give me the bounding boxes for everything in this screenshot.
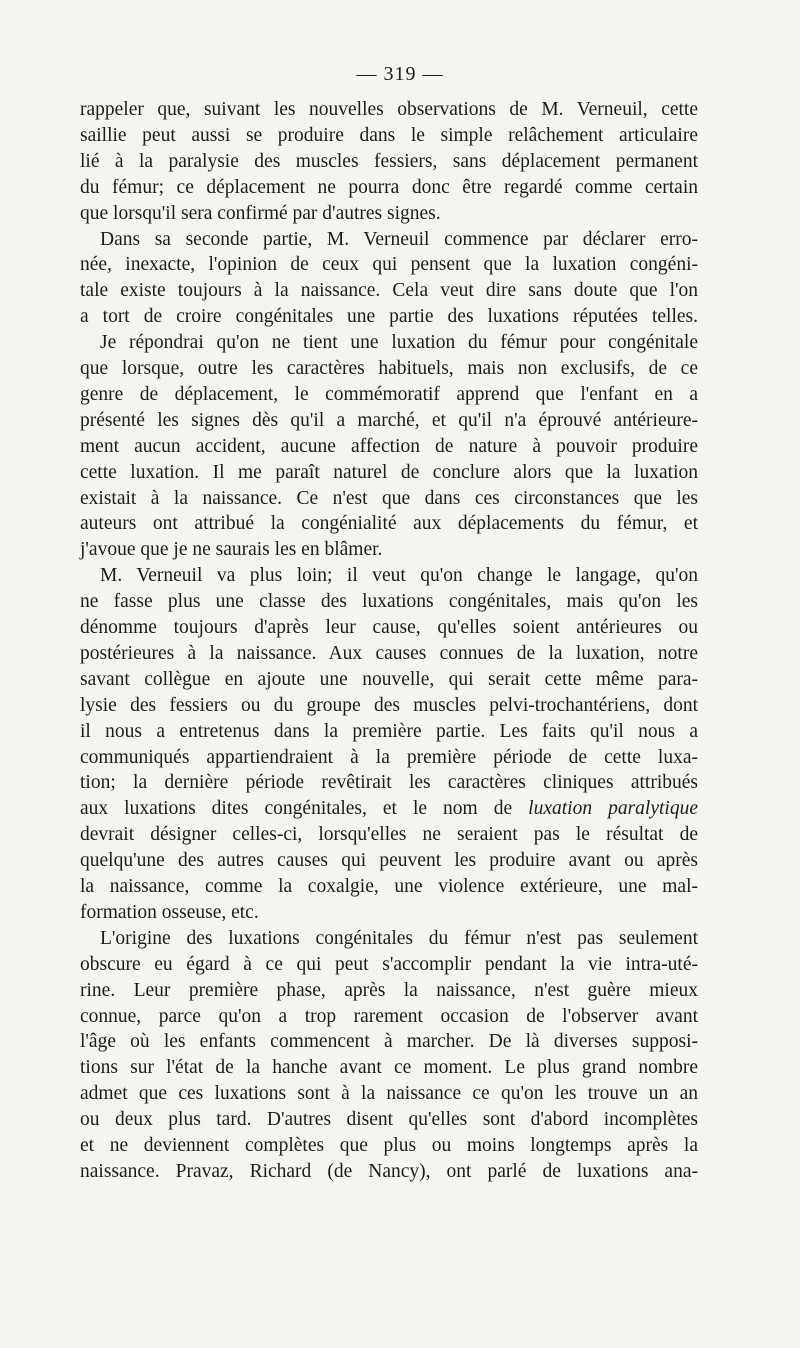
text-line (80, 511, 698, 537)
text-line (80, 745, 698, 771)
text-line (80, 408, 698, 434)
text-line (100, 563, 698, 589)
text-line (80, 486, 698, 512)
text-line (80, 641, 698, 667)
text-line (100, 227, 698, 253)
text-line (80, 149, 698, 175)
text-line (80, 796, 698, 822)
text-line-content: naissance. Pravaz, Richard (de Nancy), ont parlé de luxations ana- (80, 1160, 698, 1182)
text-line (80, 822, 698, 848)
page-number: — 319 — (356, 63, 444, 85)
text-line-content: quelqu'une des autres causes qui peuvent les produire avant ou après (80, 850, 698, 872)
text-line-content: obscure eu égard à ce qui peut s'accomplir pendant la vie intra-uté- (80, 953, 698, 975)
text-line-content: auteurs ont attribué la congénialité aux déplacements du fémur, et (80, 513, 698, 535)
text-line-content: formation osseuse, etc. (80, 901, 259, 923)
text-line (80, 770, 698, 796)
text-line (80, 952, 698, 978)
text-line-content: admet que ces luxations sont à la naissance ce qu'on les trouve un an (80, 1083, 698, 1105)
text-line-content: L'origine des luxations congénitales du fémur n'est pas seulement (100, 927, 698, 949)
text-line-content: ne fasse plus une classe des luxations congénitales, mais qu'on les (80, 591, 698, 613)
text-line (80, 1159, 698, 1185)
text-line (80, 123, 698, 149)
text-line (80, 900, 698, 926)
text-line-content: rappeler que, suivant les nouvelles observations de M. Verneuil, cette (80, 99, 698, 120)
text-line (80, 1081, 698, 1107)
text-line-content: Je répondrai qu'on ne tient une luxation du fémur pour congénitale (100, 332, 698, 354)
text-line (80, 356, 698, 382)
text-line (80, 719, 698, 745)
text-line (80, 382, 698, 408)
text-line-content: tale existe toujours à la naissance. Cela veut dire sans doute que l'on (80, 280, 698, 302)
text-line-content: dénomme toujours d'après leur cause, qu'elles soient antérieures ou (80, 617, 698, 638)
text-line (80, 175, 698, 201)
text-line-content: ment aucun accident, aucune affection de nature à pouvoir produire (80, 435, 698, 457)
text-line-content: saillie peut aussi se produire dans le simple relâchement articulaire (80, 124, 698, 146)
text-line (80, 304, 698, 330)
text-line-content: rine. Leur première phase, après la naissance, n'est guère mieux (80, 979, 698, 1001)
text-line-content: cette luxation. Il me paraît naturel de conclure alors que la luxation (80, 461, 698, 483)
text-line (80, 1055, 698, 1081)
text-line-content: devrait désigner celles-ci, lorsqu'elles ne seraient pas le résultat de (80, 824, 698, 846)
text-line-content: il nous a entretenus dans la première partie. Les faits qu'il nous a (80, 720, 698, 742)
text-line (80, 1029, 698, 1055)
text-line (80, 278, 698, 304)
text-line-content: la naissance, comme la coxalgie, une violence extérieure, une mal- (80, 876, 698, 897)
text-line-content: connue, parce qu'on a trop rarement occasion de l'observer avant (80, 1005, 698, 1027)
text-line-content: aux luxations dites congénitales, et le nom de (80, 798, 529, 820)
text-line (80, 537, 698, 563)
text-line (80, 1004, 698, 1030)
text-line-content: présenté les signes dès qu'il a marché, et qu'il n'a éprouvé antérieure- (80, 409, 698, 431)
text-line-content: tions sur l'état de la hanche avant ce moment. Le plus grand nombre (80, 1057, 698, 1079)
text-line (80, 667, 698, 693)
text-line-content: du fémur; ce déplacement ne pourra donc être regardé comme certain (80, 176, 698, 198)
text-line-content: que lorsqu'il sera confirmé par d'autres signes. (80, 202, 441, 224)
text-line-content: tion; la dernière période revêtirait les caractères cliniques attribués (80, 772, 698, 794)
text-line (100, 926, 698, 952)
text-line-content: savant collègue en ajoute une nouvelle, qui serait cette même para- (80, 668, 698, 690)
text-line (80, 848, 698, 874)
text-line-content: ou deux plus tard. D'autres disent qu'elles sont d'abord incomplètes (80, 1109, 698, 1131)
text-line-content: lié à la paralysie des muscles fessiers, sans déplacement permanent (80, 150, 698, 172)
text-line-content: postérieures à la naissance. Aux causes connues de la luxation, notre (80, 642, 698, 664)
text-line (80, 589, 698, 615)
text-line (80, 460, 698, 486)
text-line-content: communiqués appartiendraient à la première période de cette luxa- (80, 746, 698, 768)
text-line (80, 1107, 698, 1133)
text-line (100, 330, 698, 356)
text-line (80, 252, 698, 278)
text-line-content: a tort de croire congénitales une partie des luxations réputées telles. (80, 306, 698, 328)
text-line-content: genre de déplacement, le commémoratif apprend que l'enfant en a (80, 383, 698, 405)
text-line-content: existait à la naissance. Ce n'est que dans ces circonstances que les (80, 487, 698, 509)
text-line-content: lysie des fessiers ou du groupe des muscles pelvi-trochantériens, dont (80, 694, 698, 716)
text-line-content: et ne deviennent complètes que plus ou moins longtemps après la (80, 1135, 698, 1156)
text-line-content: j'avoue que je ne saurais les en blâmer. (80, 539, 383, 561)
text-line (80, 97, 698, 123)
text-line (80, 874, 698, 900)
text-line (80, 434, 698, 460)
text-line (80, 693, 698, 719)
text-line (80, 1133, 698, 1159)
text-line-content: l'âge où les enfants commencent à marcher. De là diverses supposi- (80, 1031, 698, 1053)
text-line-content: Dans sa seconde partie, M. Verneuil commence par déclarer erro- (100, 228, 698, 250)
text-line-content: née, inexacte, l'opinion de ceux qui pensent que la luxation congéni- (80, 254, 698, 276)
text-line (80, 978, 698, 1004)
text-line-content: M. Verneuil va plus loin; il veut qu'on change le langage, qu'on (100, 565, 698, 587)
italic-term: luxation paralytique (528, 798, 698, 820)
text-line (80, 615, 698, 641)
text-line (80, 201, 698, 227)
text-line-content: que lorsque, outre les caractères habituels, mais non exclusifs, de ce (80, 358, 698, 379)
